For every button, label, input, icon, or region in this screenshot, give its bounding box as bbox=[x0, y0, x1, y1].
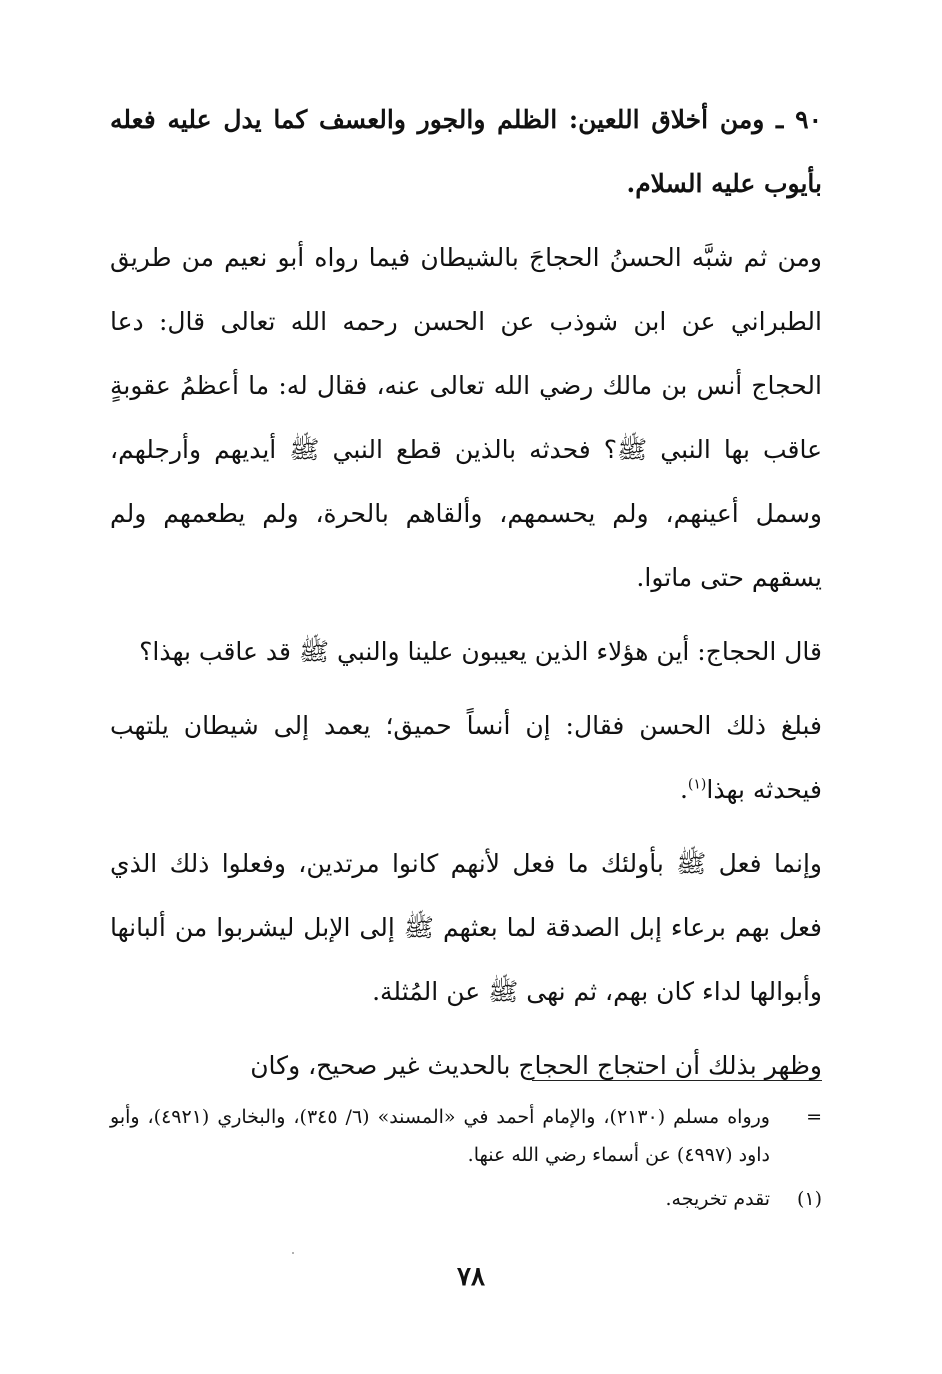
scan-speck bbox=[292, 1252, 294, 1254]
section-heading-paragraph: ٩٠ ـ ومن أخلاق اللعين: الظلم والجور والعسف كما يدل عليه فعله بأيوب عليه السلام. bbox=[110, 105, 822, 198]
paragraph-text: فبلغ ذلك الحسن فقال: إن أنساً حميق؛ يعمد إلى شيطان يلتهب فيحدثه بهذا bbox=[110, 711, 822, 804]
body-paragraph bbox=[110, 694, 822, 822]
body-paragraph: ومن ثم شبَّه الحسنُ الحجاجَ بالشيطان فيما رواه أبو نعيم من طريق الطبراني عن ابن شوذب عن الحسن رحمه الله تعالى قال: دعا الحجاج أنس بن مالك رضي الله تعالى عنه، فقال له: ما أعظمُ عقوبةٍ عاقب بها النبي ﷺ؟ فحدثه بالذين قطع النبي ﷺ أيديهم وأرجلهم، وسمل أعينهم، ولم يحسمهم، وألقاهم بالحرة، ولم يطعمهم ولم يسقهم حتى ماتوا. bbox=[110, 243, 822, 592]
footnote-reference[interactable]: (١) bbox=[687, 776, 707, 793]
footnote-continuation-marker: = bbox=[806, 1106, 822, 1128]
footnote-continuation-text: ورواه مسلم (٢١٣٠)، والإمام أحمد في «المسند» (٦/ ٣٤٥)، والبخاري (٤٩٢١)، وأبو داود (٤٩٩٧) عن أسماء رضي الله عنها. bbox=[110, 1106, 770, 1166]
footnote-separator bbox=[532, 1080, 822, 1081]
body-paragraph: وإنما فعل ﷺ بأولئك ما فعل لأنهم كانوا مرتدين، وفعلوا ذلك الذي فعل بهم برعاء إبل الصدقة لما بعثهم ﷺ إلى الإبل ليشربوا من ألبانها وأبوالها لداء كان بهم، ثم نهى ﷺ عن المُثلة. bbox=[110, 849, 822, 1006]
footnote-continuation bbox=[110, 1098, 822, 1174]
footnote-text: تقدم تخريجه. bbox=[665, 1188, 770, 1210]
body-paragraph: قال الحجاج: أين هؤلاء الذين يعيبون علينا والنبي ﷺ قد عاقب بهذا؟ bbox=[139, 637, 822, 666]
page-body bbox=[110, 88, 822, 1098]
footnotes bbox=[110, 1098, 822, 1218]
body-paragraph: وظهر بذلك أن احتجاج الحجاج بالحديث غير صحيح، وكان bbox=[250, 1051, 822, 1080]
paragraph-end: . bbox=[679, 775, 688, 804]
footnote-label: (١) bbox=[796, 1188, 822, 1210]
footnote-1 bbox=[110, 1180, 822, 1218]
page-number: ٧٨ bbox=[457, 1262, 485, 1292]
